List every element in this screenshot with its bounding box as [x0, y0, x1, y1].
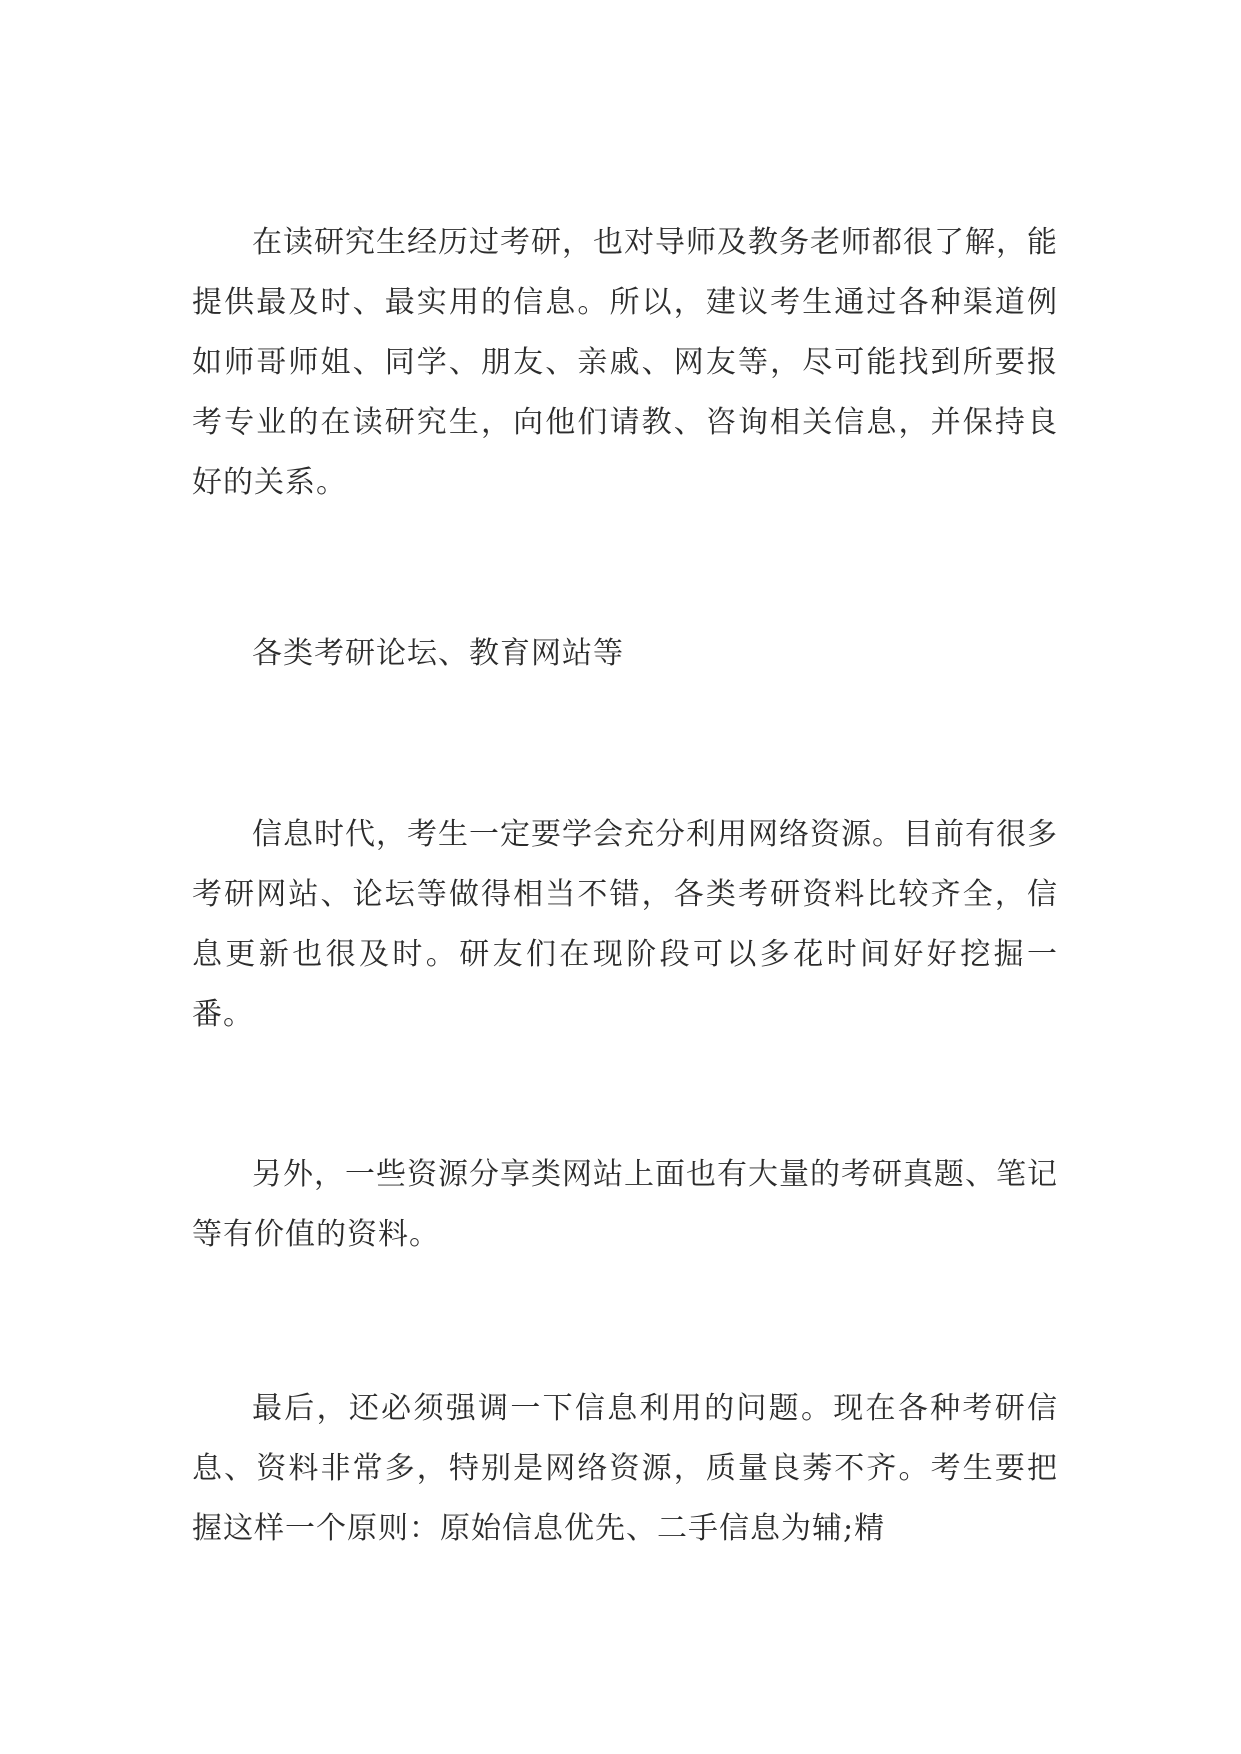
paragraph-information-use: 最后，还必须强调一下信息利用的问题。现在各种考研信息、资料非常多，特别是网络资源，质量良莠不齐。考生要把握这样一个原则：原始信息优先、二手信息为辅;精 — [192, 1391, 1058, 1546]
section-heading-forums: 各类考研论坛、教育网站等 — [252, 636, 624, 671]
paragraph-graduate-students: 在读研究生经历过考研，也对导师及教务老师都很了解，能提供最及时、最实用的信息。所以，建议考生通过各种渠道例如师哥师姐、同学、朋友、亲戚、网友等，尽可能找到所要报考专业的在读研究生，向他们请教、咨询相关信息，并保持良好的关系。 — [192, 225, 1058, 500]
paragraph-information-age: 信息时代，考生一定要学会充分利用网络资源。目前有很多考研网站、论坛等做得相当不错，各类考研资料比较齐全，信息更新也很及时。研友们在现阶段可以多花时间好好挖掘一番。 — [192, 817, 1058, 1032]
paragraph-resource-sharing: 另外，一些资源分享类网站上面也有大量的考研真题、笔记等有价值的资料。 — [192, 1157, 1058, 1252]
